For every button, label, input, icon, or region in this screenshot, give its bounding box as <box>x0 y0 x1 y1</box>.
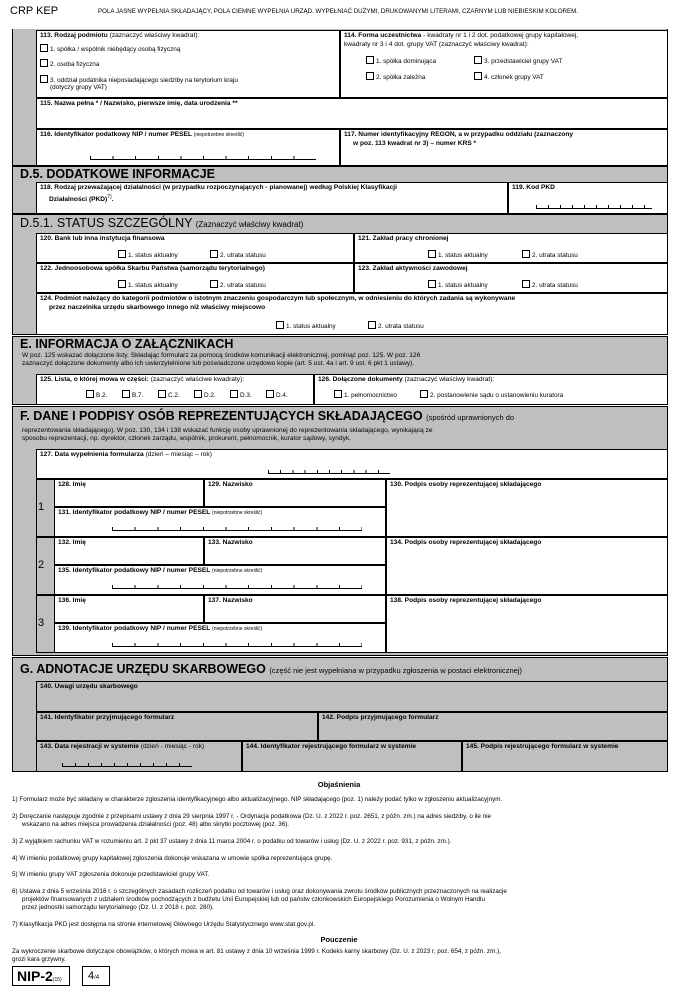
field-120: 120. Bank lub inna instytucja finansowa <box>36 233 354 263</box>
checkbox-122-2[interactable] <box>210 280 218 288</box>
field-125: 125. Lista, o której mowa w części: (zaznaczyć właściwe kwadraty): <box>36 374 314 405</box>
field-119-digits <box>536 205 652 209</box>
person-3-nip-digits <box>112 643 362 647</box>
field-126: 126. Dołączone dokumenty (zaznaczyć właściwy kwadrat): <box>314 374 668 405</box>
checkbox-114-1[interactable] <box>366 56 374 64</box>
label-113-1: 1. spółka / wspólnik niebędący osobą fizyczną <box>50 46 181 53</box>
checkbox-121-2[interactable] <box>522 250 530 258</box>
checkbox-125-d3[interactable] <box>230 390 238 398</box>
field-118[interactable]: 118. Rodzaj przeważającej działalności (w przypadku rozpoczynających - planowanej) według Polskiej Klasyfikacji Działalności (PKD)$^{7)}$. <box>36 182 508 214</box>
checkbox-114-2[interactable] <box>366 72 374 80</box>
checkbox-125-b7[interactable] <box>122 390 130 398</box>
checkbox-123-1[interactable] <box>428 280 436 288</box>
checkbox-123-2[interactable] <box>522 280 530 288</box>
note-7: 7) Klasyfikacja PKD jest dostępna na stronie internetowej Głównego Urzędu Statystycznego www.stat.gov.pl. <box>12 921 315 928</box>
label-113-2: 2. osoba fizyczna <box>50 61 100 68</box>
label-125-b2: B.2. <box>96 392 108 399</box>
person-3-last-name[interactable]: 137. Nazwisko <box>204 595 386 623</box>
label-122-2: 2. utrata statusu <box>220 282 266 289</box>
pouczenie-title: Pouczenie <box>320 935 358 944</box>
label-114-2: 2. spółka zależna <box>376 74 426 81</box>
label-123-1: 1. status aktualny <box>438 282 488 289</box>
checkbox-125-c2[interactable] <box>158 390 166 398</box>
field-121: 121. Zakład pracy chronionej <box>354 233 668 263</box>
checkbox-120-2[interactable] <box>210 250 218 258</box>
label-125-d4: D.4. <box>276 392 288 399</box>
note-3: 3) Z wyjątkiem rachunku VAT w rozumieniu art. 2 pkt 37 ustawy z dnia 11 marca 2004 r. o podatku od towarów i usług (Dz. U. z 2022 r. poz. 931, z późn. zm.). <box>12 838 452 845</box>
header-form-code: CRP KEP <box>10 5 59 17</box>
person-1-last-name[interactable]: 129. Nazwisko <box>204 479 386 507</box>
footer-form-id: NIP-2(15) <box>12 966 70 986</box>
section-f-title: F. DANE I PODPISY OSÓB REPREZENTUJĄCYCH SKŁADAJĄCEGO (spośród uprawnionych do <box>20 409 515 423</box>
checkbox-113-3[interactable] <box>40 75 48 83</box>
section-d51-title: D.5.1. STATUS SZCZEGÓLNY (Zaznaczyć właściwy kwadrat) <box>20 216 304 230</box>
note-5: 5) W imieniu grupy VAT zgłoszenia dokonuje przedstawiciel grupy VAT. <box>12 871 210 878</box>
field-124: 124. Podmiot należący do kategorii podmiotów o istotnym znaczeniu gospodarczym lub społecznym, w odniesieniu do których zadania są wykonywane przez naczelnika urzędu skarbowego innego niż właściwy miejscowo <box>36 293 668 335</box>
field-143-digits <box>62 763 192 767</box>
field-115[interactable]: 115. Nazwa pełna * / Nazwisko, pierwsze imię, data urodzenia ** <box>36 98 668 129</box>
person-1-number: 1 <box>38 501 45 513</box>
note-4: 4) W imieniu podatkowej grupy kapitałowej zgłoszenia dokonuje wskazana w umowie spółka reprezentująca grupę. <box>12 855 333 862</box>
checkbox-125-d2[interactable] <box>194 390 202 398</box>
field-116[interactable]: 116. Identyfikator podatkowy NIP / numer PESEL (niepotrzebne skreślić) <box>36 129 340 166</box>
field-145: 145. Podpis rejestrującego formularz w systemie <box>462 741 668 772</box>
section-g-title: G. ADNOTACJE URZĘDU SKARBOWEGO (część nie jest wypełniana w przypadku zgłoszenia w postaci elektronicznej) <box>20 662 522 676</box>
field-140: 140. Uwagi urzędu skarbowego <box>36 681 668 712</box>
person-2-signature[interactable]: 134. Podpis osoby reprezentującej składającego <box>386 537 668 595</box>
pouczenie-text: Za wykroczenie skarbowe dotyczące obowiązków, o których mowa w art. 81 ustawy z dnia 10 września 1999 r. Kodeks karny skarbowy (Dz. U. z 2023 r. poz. 654, z późn. zm.), grozi kara grzywny. <box>12 948 501 963</box>
field-113: 113. Rodzaj podmiotu (zaznaczyć właściwy kwadrat): <box>36 30 340 98</box>
section-e-title: E. INFORMACJA O ZAŁĄCZNIKACH <box>20 337 234 351</box>
label-125-d3: D.3. <box>240 392 252 399</box>
note-2: 2) Doręczanie następuje zgodnie z przepisami ustawy z dnia 29 sierpnia 1997 r. - Ordynacja podatkowa (Dz. U. z 2022 r. poz. 2651, z późn. zm.) na adres siedziby, o ile nie wskazano na adres miejsca prowadzenia działalności (poz. 48) albo skrytki pocztowej (poz. 36). <box>12 813 492 828</box>
person-1-nip[interactable]: 131. Identyfikator podatkowy NIP / numer PESEL (niepotrzebne skreślić) <box>54 507 386 537</box>
person-3-number: 3 <box>38 617 45 629</box>
label-121-1: 1. status aktualny <box>438 252 488 259</box>
header-instructions: POLA JASNE WYPEŁNIA SKŁADAJĄCY, POLA CIEMNE WYPEŁNIA URZĄD. WYPEŁNIAĆ DUŻYMI, DRUKOWANYMI LITERAMI, CZARNYM LUB NIEBIESKIM KOLOREM. <box>98 8 578 15</box>
person-3-first-name[interactable]: 136. Imię <box>54 595 204 623</box>
field-119[interactable]: 119. Kod PKD <box>508 182 668 214</box>
checkbox-124-1[interactable] <box>276 321 284 329</box>
section-f-text: reprezentowania składającego). W poz. 130, 134 i 138 wskazać funkcję osoby uprawnionej do reprezentowania składającego, wynikającą ze sposobu reprezentacji, np. dyrektor, członek zarządu, wspólnik, prokurent, pełnomocnik, kurator sądowy, syndyk. <box>22 427 433 442</box>
label-122-1: 1. status aktualny <box>128 282 178 289</box>
checkbox-125-b2[interactable] <box>86 390 94 398</box>
person-1-first-name[interactable]: 128. Imię <box>54 479 204 507</box>
person-2-nip-digits <box>112 585 362 589</box>
field-114: 114. Forma uczestnictwa - kwadraty nr 1 i 2 dot. podatkowej grupy kapitałowej, kwadraty nr 3 i 4 dot. grupy VAT (zaznaczyć właściwy kwadrat): <box>340 30 668 98</box>
label-114-1: 1. spółka dominująca <box>376 58 437 65</box>
checkbox-113-2[interactable] <box>40 59 48 67</box>
person-3-signature[interactable]: 138. Podpis osoby reprezentującej składającego <box>386 595 668 653</box>
field-141: 141. Identyfikator przyjmującego formularz <box>36 712 318 741</box>
section-d5-title: D.5. DODATKOWE INFORMACJE <box>20 167 215 181</box>
label-126-1: 1. pełnomocnictwo <box>344 392 397 399</box>
label-120-2: 2. utrata statusu <box>220 252 266 259</box>
label-120-1: 1. status aktualny <box>128 252 178 259</box>
note-1: 1) Formularz może być składany w charakterze zgłoszenia identyfikacyjnego albo aktualizacyjnego. NIP składającego (poz. 1) należy podać tylko w zgłoszeniu aktualizacyjnym. <box>12 796 503 803</box>
label-113-3: 3. oddział podatnika nieposiadającego siedziby na terytorium kraju <box>50 77 238 84</box>
label-126-2: 2. postanowienie sądu o ustanowieniu kuratora <box>430 392 564 399</box>
field-116-digits <box>90 156 316 160</box>
field-117[interactable]: 117. Numer identyfikacyjny REGON, a w przypadku oddziału (zaznaczony w poz. 113 kwadrat nr 3) – numer KRS * <box>340 129 668 166</box>
checkbox-121-1[interactable] <box>428 250 436 258</box>
note-6: 6) Ustawa z dnia 5 września 2016 r. o szczególnych zasadach rozliczeń podatku od towarów i usług oraz dokonywania zwrotu środków publicznych przeznaczonych na realizacje projektów finansowanych z udziałem środków pochodzących z budżetu Unii Europejskiej lub od państw członkowskich Europejskiego Porozumienia o Wolnym Handlu przez jednostki samorządu terytorialnego (Dz. U. z 2018 r. poz. 280). <box>12 888 507 911</box>
notes-title: Objaśnienia <box>317 780 361 789</box>
person-2-number: 2 <box>38 559 45 571</box>
person-2-last-name[interactable]: 133. Nazwisko <box>204 537 386 565</box>
field-144: 144. Identyfikator rejestrującego formularz w systemie <box>242 741 462 772</box>
person-2-nip[interactable]: 135. Identyfikator podatkowy NIP / numer PESEL (niepotrzebne skreślić) <box>54 565 386 595</box>
checkbox-124-2[interactable] <box>368 321 376 329</box>
checkbox-114-4[interactable] <box>474 72 482 80</box>
label-125-d2: D.2. <box>204 392 216 399</box>
checkbox-113-1[interactable] <box>40 44 48 52</box>
checkbox-122-1[interactable] <box>118 280 126 288</box>
label-123-2: 2. utrata statusu <box>532 282 578 289</box>
label-113-3b: (dotyczy grupy VAT) <box>50 84 107 91</box>
checkbox-120-1[interactable] <box>118 250 126 258</box>
label-114-3: 3. przedstawiciel grupy VAT <box>484 58 563 65</box>
label-125-c2: C.2. <box>168 392 180 399</box>
field-142: 142. Podpis przyjmującego formularz <box>318 712 668 741</box>
person-2-first-name[interactable]: 132. Imię <box>54 537 204 565</box>
label-124-1: 1. status aktualny <box>286 323 336 330</box>
checkbox-125-d4[interactable] <box>266 390 274 398</box>
label-121-2: 2. utrata statusu <box>532 252 578 259</box>
checkbox-126-1[interactable] <box>334 390 342 398</box>
label-124-2: 2. utrata statusu <box>378 323 424 330</box>
field-123: 123. Zakład aktywności zawodowej <box>354 263 668 293</box>
person-1-signature[interactable]: 130. Podpis osoby reprezentującej składającego <box>386 479 668 537</box>
checkbox-126-2[interactable] <box>420 390 428 398</box>
section-e-text: W poz. 125 wskazać dołączone listy. Składając formularz za pomocą środków komunikacji elektronicznej, pominąć poz. 125. W poz. 126 zaznaczyć dołączone dokumenty albo ich uwierzytelnione lub poświadczone urzędowo kopie (art. 5 ust. 4a i art. 9 ust. 6 pkt 1 ustawy). <box>22 352 421 367</box>
field-127-digits <box>268 470 390 474</box>
person-1-nip-digits <box>112 527 362 531</box>
field-127[interactable]: 127. Data wypełnienia formularza (dzień – miesiąc – rok) <box>36 449 668 479</box>
label-114-4: 4. członek grupy VAT <box>484 74 544 81</box>
footer-page: 4/4 <box>82 966 110 986</box>
field-143: 143. Data rejestracji w systemie (dzień - miesiąc - rok) <box>36 741 242 772</box>
person-3-nip[interactable]: 139. Identyfikator podatkowy NIP / numer PESEL (niepotrzebne skreślić) <box>54 623 386 653</box>
label-125-b7: B.7. <box>132 392 144 399</box>
checkbox-114-3[interactable] <box>474 56 482 64</box>
field-122: 122. Jednoosobowa spółka Skarbu Państwa (samorządu terytorialnego) <box>36 263 354 293</box>
